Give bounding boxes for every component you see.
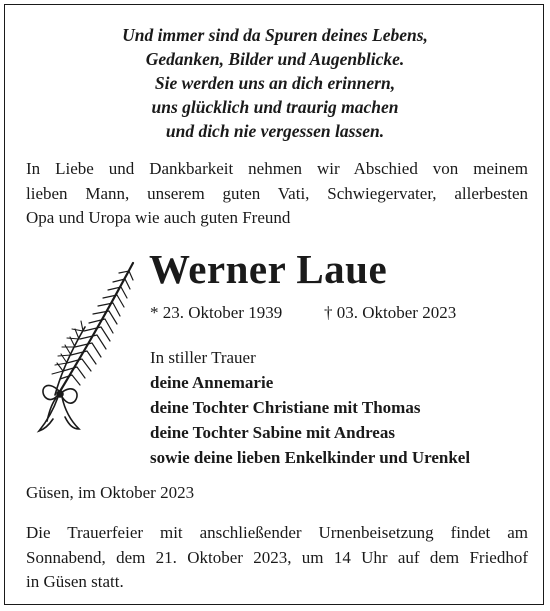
mourner-line: sowie deine lieben Enkelkinder und Urenkel — [150, 448, 471, 467]
poem — [5, 23, 545, 143]
poem-line: uns glücklich und traurig machen — [151, 97, 399, 117]
mourners — [150, 345, 470, 470]
fir-branch-with-bow-icon — [25, 255, 143, 445]
birth-date: * 23. Oktober 1939 — [150, 303, 283, 322]
life-dates — [150, 303, 480, 323]
intro-line: lieben Mann, unserem guten Vati, Schwiegervater, allerbesten — [26, 183, 528, 203]
death-date: † 03. Oktober 2023 — [324, 303, 457, 322]
intro-line: In Liebe und Dankbarkeit nehmen wir Abschied von meinem — [26, 159, 528, 178]
place-date: Güsen, im Oktober 2023 — [26, 483, 195, 502]
service-line: Die Trauerfeier mit anschließender Urnenbeisetzung findet am — [26, 523, 528, 542]
farewell-intro — [26, 157, 528, 231]
obituary-frame — [4, 4, 544, 605]
poem-line: und dich nie vergessen lassen. — [165, 121, 385, 141]
service-line: in Güsen statt. — [26, 572, 124, 591]
poem-line: Und immer sind da Spuren deines Lebens, — [122, 25, 428, 45]
mourners-intro: In stiller Trauer — [150, 348, 256, 367]
poem-line: Gedanken, Bilder und Augenblicke. — [145, 49, 405, 69]
mourner-line: deine Annemarie — [150, 373, 274, 392]
funeral-service-notice — [26, 521, 528, 595]
deceased-name: Werner Laue — [149, 246, 388, 292]
mourner-line: deine Tochter Christiane mit Thomas — [150, 398, 421, 417]
poem-line: Sie werden uns an dich erinnern, — [154, 73, 396, 93]
mourner-line: deine Tochter Sabine mit Andreas — [150, 423, 395, 442]
intro-line: Opa und Uropa wie auch guten Freund — [26, 208, 291, 227]
service-line: Sonnabend, dem 21. Oktober 2023, um 14 Uhr auf dem Friedhof — [26, 547, 528, 567]
